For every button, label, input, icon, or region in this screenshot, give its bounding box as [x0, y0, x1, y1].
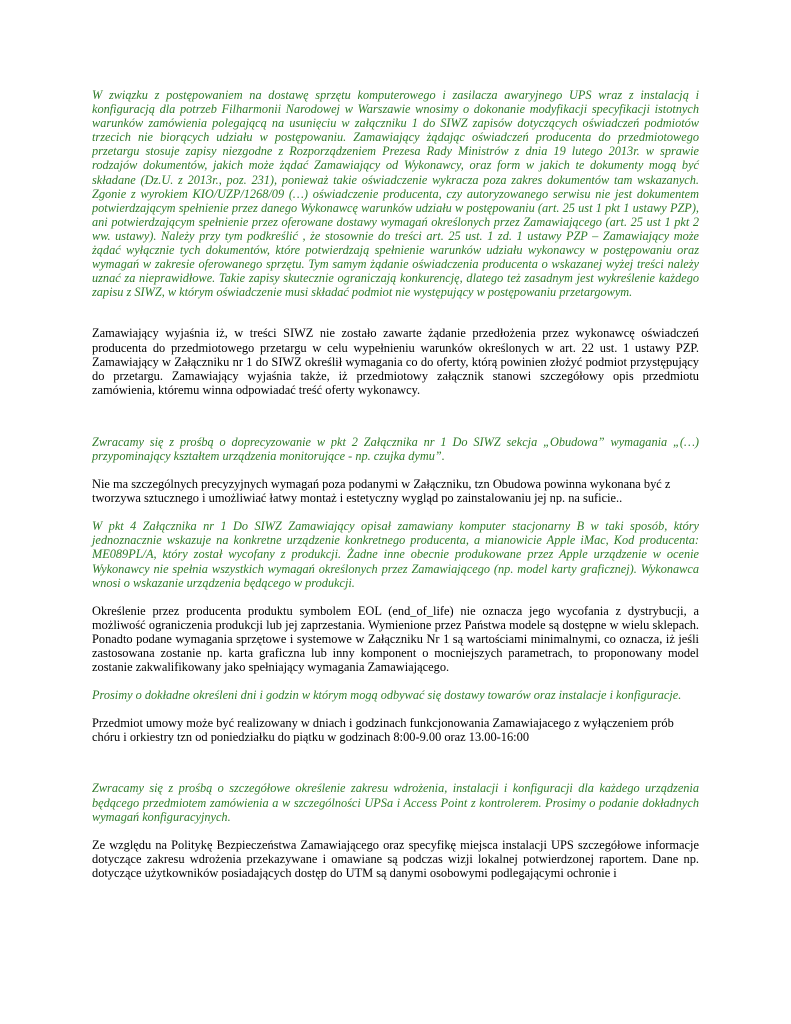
answer-paragraph: Określenie przez producenta produktu symbolem EOL (end_of_life) nie oznacza jego wycofania z dystrybucji, a możliwość ograniczenia produkcji lub jej zaprzestania. Wymienione przez Państwa modele są dostępne w wielu sklepach. Ponadto podane wymagania sprzętowe i systemowe w Załączniku Nr 1 są wartościami minimalnymi, co oznacza, iż jeśli zastosowana zostanie np. karta graficzna lub inny komponent o mocniejszych parametrach, to proponowany model zostanie zakwalifikowany jako spełniający wymagania Zamawiającego. — [92, 603, 699, 675]
question-paragraph: Prosimy o dokładne określeni dni i godzin w którym mogą odbywać się dostawy towarów oraz instalacje i konfiguracje. — [92, 688, 682, 703]
answer-paragraph: Zamawiający wyjaśnia iż, w treści SIWZ nie zostało zawarte żądanie przedłożenia przez wykonawcę oświadczeń producenta do przedmiotowego przetargu w celu wypełnieniu warunków określonych w art. 22 ust. 1 ustawy PZP. Zamawiający w Załączniku nr 1 do SIWZ określił wymagania co do oferty, którą powinien złożyć podmiot przystępujący do przetargu. Zamawiający wyjaśnia także, iż przedmiotowy załącznik stanowi szczegółowy opis przedmiotu zamówienia, któremu winna odpowiadać treść oferty wykonawcy. — [92, 326, 699, 397]
answer-paragraph: Przedmiot umowy może być realizowany w dniach i godzinach funkcjonowania Zamawiajacego z wyłączeniem prób chóru i orkiestry tzn od poniedziałku do piątku w godzinach 8:00-9.00 oraz 13.00-16:00 — [92, 716, 674, 745]
document-page — [92, 88, 699, 880]
question-paragraph: Zwracamy się z prośbą o szczegółowe określenie zakresu wdrożenia, instalacji i konfiguracji dla każdego urządzenia będącego przedmiotem zamówienia a w szczególności UPSa i Access Point z kontrolerem. Prosimy o podanie dokładnych wymagań konfiguracyjnych. — [92, 781, 699, 824]
question-paragraph: Zwracamy się z prośbą o doprecyzowanie w pkt 2 Załącznika nr 1 Do SIWZ sekcja „Obudowa” wymagania „(…) przypominający kształtem urządzenia monitorujące - np. czujka dymu”. — [92, 434, 699, 463]
answer-paragraph: Ze względu na Politykę Bezpieczeństwa Zamawiającego oraz specyfikę miejsca instalacji UPS szczegółowe informacje dotyczące zakresu wdrożenia przekazywane i omawiane są podczas wizji lokalnej potwierdzonej raportem. Dane np. dotyczące użytkowników posiadających dostęp do UTM są danymi osobowymi podlegającymi ochronie i — [92, 837, 699, 880]
answer-paragraph: Nie ma szczególnych precyzyjnych wymagań poza podanymi w Załączniku, tzn Obudowa powinna wykonana być z tworzywa sztucznego i umożliwiać łatwy montaż i estetyczny wygląd po zainstalowaniu jej np. na suficie.. — [92, 477, 671, 506]
question-paragraph: W pkt 4 Załącznika nr 1 Do SIWZ Zamawiający opisał zamawiany komputer stacjonarny B w taki sposób, który jednoznacznie wskazuje na konkretne urządzenie konkretnego producenta, a mianowicie Apple iMac, Kod producenta: ME089PL/A, który został wycofany z produkcji. Żadne inne obecnie produkowane przez Apple urządzenie w ocenie Wykonawcy nie spełnia wszystkich wymagań określonych przez Zamawiającego (np. model karty graficznej). Wykonawca wnosi o wskazanie urządzenia będącego w produkcji. — [92, 519, 699, 590]
question-paragraph: W związku z postępowaniem na dostawę sprzętu komputerowego i zasilacza awaryjnego UPS wraz z instalacją i konfiguracją dla potrzeb Filharmonii Narodowej w Warszawie wnosimy o dokonanie modyfikacji specyfikacji istotnych warunków zamówienia polegającą na usunięciu w załączniku 1 do SIWZ zapisów dotyczących oświadczeń podmiotów trzecich nie biorących udziału w postępowaniu. Zamawiający żądając oświadczeń producenta do przedmiotowego przetargu stosuje zapisy niezgodne z Rozporządzeniem Prezesa Rady Ministrów z dnia 19 lutego 2013r. w sprawie rodzajów dokumentów, jakich może żądać Zamawiający od Wykonawcy, oraz form w jakich te dokumenty mogą być składane (Dz.U. z 2013r., poz. 231), ponieważ takie oświadczenie wykracza poza zakres dokumentów tam wskazanych. Zgonie z wyrokiem KIO/UZP/1268/09 (…) oświadczenie producenta, czy autoryzowanego serwisu nie jest dokumentem potwierdzającym spełnienie przez danego Wykonawcę warunków udziału w postępowaniu (art. 25 ust 1 pkt 1 ustawy PZP), ani potwierdzającym spełnienie przez oferowane dostawy wymagań określonych przez Zamawiającego (art. 25 ust 1 pkt 2 ww. ustawy). Należy przy tym podkreślić , że stosownie do treści art. 25 ust. 1 zd. 1 ustawy PZP – Zamawiający może żądać wyłącznie tych dokumentów, które potwierdzają spełnienie warunków udziału wykonawcy w postępowaniu oraz wymagań w zakresie oferowanego sprzętu. Tym samym żądanie oświadczenia producenta o wskazanej wyżej treści należy uznać za nieprawidłowe. Takie zapisy skutecznie ograniczają konkurencję, dlatego też zasadnym jest wykreślenie każdego zapisu z SIWZ, w którym oświadczenie musi składać podmiot nie występujący w postępowaniu przetargowym. — [92, 88, 699, 300]
